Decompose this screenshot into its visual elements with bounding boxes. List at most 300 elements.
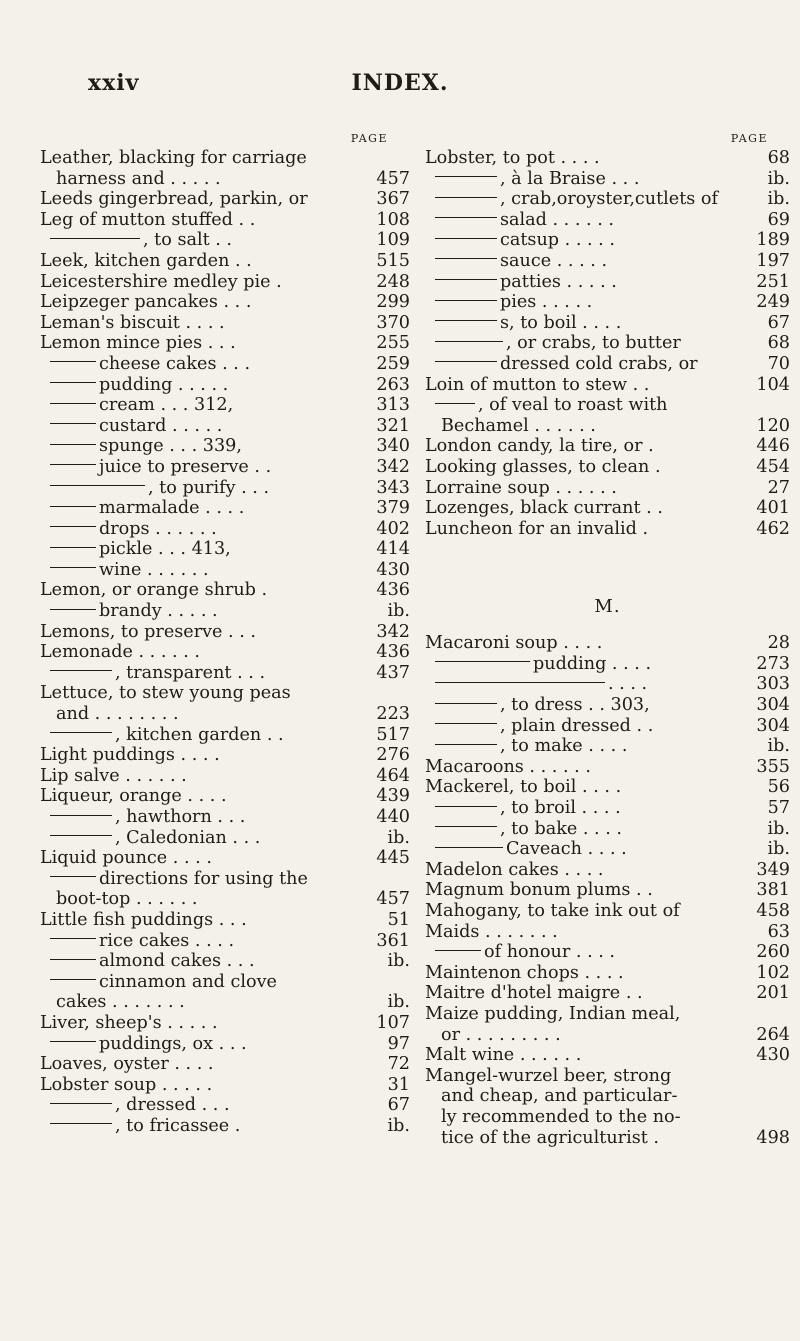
entry-text: [425, 1045, 756, 1066]
entry-label: Leeds gingerbread, parkin, or: [40, 189, 308, 210]
entry-page: 515: [376, 250, 410, 271]
entry-label: and . . . . . . . .: [56, 704, 179, 725]
index-entry: [40, 580, 410, 601]
entry-page: 260: [756, 942, 790, 963]
entry-label: Loin of mutton to stew . .: [425, 374, 650, 395]
entry-label: custard . . . . .: [99, 415, 223, 436]
ditto-rule: [435, 744, 497, 745]
index-entry: [40, 169, 410, 190]
entry-label: harness and . . . . .: [56, 168, 221, 189]
index-entry: [40, 601, 410, 622]
index-entry: [425, 1025, 790, 1046]
entry-text: [425, 860, 756, 881]
ditto-rule: [435, 320, 497, 321]
left-entry-list: [40, 148, 410, 1137]
entry-label: , kitchen garden . .: [115, 724, 284, 745]
entry-text: [40, 148, 410, 169]
ditto-rule: [435, 403, 475, 404]
entry-page: 259: [376, 353, 410, 374]
ditto-rule: [50, 1123, 112, 1124]
entry-text: [40, 972, 410, 993]
ditto-rule: [50, 403, 96, 404]
entry-text: [40, 1095, 388, 1116]
entry-label: brandy . . . . .: [99, 601, 218, 622]
entry-label: London candy, la tire, or .: [425, 436, 654, 457]
entry-text: [425, 901, 756, 922]
index-entry: [425, 272, 790, 293]
entry-label: Maintenon chops . . . .: [425, 962, 624, 983]
ditto-rule: [50, 444, 96, 445]
entry-page: 102: [756, 962, 790, 983]
entry-text: [40, 1054, 388, 1075]
page-column-label: PAGE: [350, 132, 388, 145]
index-entry: [40, 1013, 410, 1034]
entry-page: 342: [376, 621, 410, 642]
entry-text: [425, 880, 756, 901]
entry-text: [40, 931, 376, 952]
section-heading-m: M.: [594, 596, 621, 618]
index-entry: [40, 848, 410, 869]
entry-text: [40, 1034, 388, 1055]
ditto-rule: [435, 826, 497, 827]
entry-label: wine . . . . . .: [99, 559, 209, 580]
entry-page: ib.: [387, 1115, 410, 1136]
index-entry: [40, 622, 410, 643]
entry-text: [425, 478, 768, 499]
entry-text: [425, 272, 756, 293]
entry-page: 248: [376, 271, 410, 292]
entry-text: [425, 819, 768, 840]
page-column-label: PAGE: [730, 132, 768, 145]
entry-text: [425, 777, 768, 798]
index-entry: [425, 354, 790, 375]
entry-label: Lobster soup . . . . .: [40, 1074, 213, 1095]
entry-page: ib.: [767, 189, 790, 210]
index-entry: [425, 333, 790, 354]
entry-label: Little fish puddings . . .: [40, 909, 247, 930]
index-entry: [40, 436, 410, 457]
entry-label: dressed cold crabs, or: [500, 353, 698, 374]
entry-page: 68: [767, 148, 790, 168]
entry-page: ib.: [767, 736, 790, 757]
entry-label: Malt wine . . . . . .: [425, 1045, 582, 1066]
entry-label: , plain dressed . .: [500, 715, 654, 736]
entry-page: 313: [376, 395, 410, 416]
entry-label: Leipzeger pancakes . . .: [40, 292, 252, 313]
entry-label: almond cakes . . .: [99, 951, 255, 972]
entry-page: 414: [376, 539, 410, 560]
entry-page: 57: [767, 798, 790, 819]
index-entry: [40, 333, 410, 354]
index-entry: [425, 839, 790, 860]
entry-text: [40, 313, 376, 334]
entry-label: catsup . . . . .: [500, 230, 615, 251]
index-entry: [40, 498, 410, 519]
entry-page: 340: [376, 436, 410, 457]
entry-page: 321: [376, 415, 410, 436]
index-entry: [40, 395, 410, 416]
index-entry: [40, 457, 410, 478]
entry-text: [425, 292, 756, 313]
entry-text: [425, 189, 768, 210]
index-entry: [40, 910, 410, 931]
index-entry: [425, 210, 790, 231]
entry-text: [40, 375, 376, 396]
entry-text: [40, 642, 376, 663]
entry-page: 27: [767, 477, 790, 498]
entry-text: [425, 333, 768, 354]
entry-label: rice cakes . . . .: [99, 930, 235, 951]
ditto-rule: [50, 567, 96, 568]
entry-page: 31: [387, 1074, 410, 1095]
entry-page: 255: [376, 333, 410, 354]
entry-page: 67: [767, 312, 790, 333]
entry-text: [40, 539, 376, 560]
entry-page: 349: [756, 859, 790, 880]
entry-label: Lemonade . . . . . .: [40, 642, 200, 663]
index-entry: [425, 695, 790, 716]
entry-label: ly recommended to the no-: [441, 1106, 681, 1127]
index-entry: [40, 889, 410, 910]
entry-text: [425, 230, 756, 251]
entry-text: [425, 1107, 790, 1128]
entry-text: [40, 416, 376, 437]
entry-label: Leg of mutton stuffed . .: [40, 209, 256, 230]
entry-text: [40, 354, 376, 375]
entry-text: [425, 633, 768, 654]
entry-text: [425, 519, 756, 540]
entry-label: Macaroni soup . . . .: [425, 633, 603, 654]
entry-page: 69: [767, 209, 790, 230]
index-entry: [40, 1034, 410, 1055]
entry-page: 439: [376, 786, 410, 807]
ditto-rule: [50, 423, 96, 424]
entry-page: 304: [756, 695, 790, 716]
entry-page: 401: [756, 498, 790, 519]
entry-label: Lobster, to pot . . . .: [425, 148, 600, 168]
entry-text: [40, 848, 376, 869]
entry-page: 458: [756, 901, 790, 921]
entry-text: [40, 622, 376, 643]
ditto-rule: [435, 176, 497, 177]
entry-label: directions for using the: [99, 868, 308, 889]
entry-page: 63: [767, 921, 790, 942]
entry-label: , to broil . . . .: [500, 798, 621, 819]
entry-text: [425, 983, 756, 1004]
index-entry: [40, 478, 410, 499]
entry-label: Lozenges, black currant . .: [425, 498, 663, 519]
entry-text: [40, 436, 376, 457]
entry-label: pudding . . . . .: [99, 374, 229, 395]
entry-label: Mangel-wurzel beer, strong: [425, 1065, 672, 1086]
entry-label: s, to boil . . . .: [500, 312, 622, 333]
entry-page: 51: [387, 909, 410, 930]
entry-page: 104: [756, 374, 790, 395]
entry-text: [40, 333, 376, 354]
entry-page: 367: [376, 189, 410, 210]
entry-label: pickle . . . 413,: [99, 539, 231, 560]
index-entry: [40, 560, 410, 581]
entry-page: 68: [767, 333, 790, 354]
index-entry: [40, 230, 410, 251]
entry-page: ib.: [767, 168, 790, 189]
entry-label: marmalade . . . .: [99, 498, 245, 519]
entry-label: drops . . . . . .: [99, 518, 217, 539]
entry-text: [425, 457, 756, 478]
entry-page: ib.: [767, 839, 790, 860]
entry-page: 402: [376, 518, 410, 539]
ditto-rule: [50, 464, 96, 465]
entry-label: Luncheon for an invalid .: [425, 518, 649, 539]
entry-page: 276: [376, 745, 410, 766]
entry-label: , à la Braise . . .: [500, 168, 640, 189]
entry-text: [40, 169, 376, 190]
entry-text: [40, 663, 376, 684]
ditto-rule: [435, 682, 605, 683]
index-entry: [40, 1054, 410, 1075]
entry-label: Lemon, or orange shrub .: [40, 580, 268, 601]
page-title: INDEX.: [351, 70, 449, 96]
ditto-rule: [50, 938, 96, 939]
entry-label: , to salt . .: [143, 230, 233, 251]
index-entry: [425, 963, 790, 984]
page-number: xxiv: [88, 70, 140, 96]
index-entry: [425, 757, 790, 778]
index-entry: [40, 251, 410, 272]
entry-text: [425, 963, 756, 984]
entry-page: 454: [756, 456, 790, 477]
ditto-rule: [50, 526, 96, 527]
entry-text: [425, 674, 756, 695]
entry-label: , to bake . . . .: [500, 818, 623, 839]
entry-text: [40, 457, 376, 478]
index-entry: [425, 313, 790, 334]
entry-text: [425, 716, 756, 737]
entry-label: patties . . . . .: [500, 271, 617, 292]
entry-text: [425, 839, 768, 860]
index-entry: [40, 642, 410, 663]
entry-text: [40, 189, 376, 210]
entry-page: 343: [376, 477, 410, 498]
index-entry: [425, 478, 790, 499]
index-entry: [425, 880, 790, 901]
index-entry: [40, 148, 410, 169]
entry-page: 430: [756, 1045, 790, 1066]
index-entry: [425, 901, 790, 922]
index-entry: [425, 395, 790, 416]
index-entry: [40, 663, 410, 684]
ditto-rule: [435, 723, 497, 724]
entry-text: [425, 416, 756, 437]
entry-label: cream . . . 312,: [99, 395, 234, 416]
ditto-rule: [50, 1103, 112, 1104]
entry-label: cheese cakes . . .: [99, 353, 251, 374]
index-entry: [425, 1128, 790, 1149]
index-entry: [40, 992, 410, 1013]
entry-page: 342: [376, 456, 410, 477]
entry-page: ib.: [387, 951, 410, 972]
entry-text: [425, 251, 756, 272]
entry-page: 107: [376, 1012, 410, 1033]
entry-page: 445: [376, 848, 410, 869]
entry-label: Leman's biscuit . . . .: [40, 312, 225, 333]
ditto-rule: [50, 732, 112, 733]
entry-page: ib.: [387, 827, 410, 848]
entry-text: [425, 395, 790, 416]
ditto-rule: [50, 670, 112, 671]
index-entry: [425, 922, 790, 943]
index-entry: [40, 313, 410, 334]
index-entry: [40, 210, 410, 231]
entry-label: , to make . . . .: [500, 736, 628, 757]
entry-label: , hawthorn . . .: [115, 807, 246, 827]
entry-page: 304: [756, 715, 790, 736]
entry-label: juice to preserve . .: [99, 456, 272, 477]
entry-page: 109: [376, 230, 410, 251]
index-entry: [425, 1004, 790, 1025]
ditto-rule: [435, 703, 497, 704]
entry-page: 251: [756, 271, 790, 292]
ditto-rule: [50, 835, 112, 836]
entry-text: [425, 436, 756, 457]
index-entry: [425, 1045, 790, 1066]
index-entry: [40, 1095, 410, 1116]
entry-page: 197: [756, 250, 790, 271]
entry-label: Madelon cakes . . . .: [425, 859, 604, 880]
ditto-rule: [435, 341, 503, 342]
entry-label: , transparent . . .: [115, 662, 266, 683]
entry-text: [40, 910, 388, 931]
entry-label: Mahogany, to take ink out of: [425, 901, 680, 921]
index-entry: [425, 983, 790, 1004]
index-entry: [425, 169, 790, 190]
index-entry: [40, 189, 410, 210]
index-entry: [40, 828, 410, 849]
ditto-rule: [435, 950, 481, 951]
entry-page: 462: [756, 518, 790, 539]
entry-page: 108: [376, 209, 410, 230]
entry-label: Mackerel, to boil . . . .: [425, 777, 622, 798]
entry-label: Liqueur, orange . . . .: [40, 786, 227, 807]
ditto-rule: [50, 815, 112, 816]
index-column-left: [40, 132, 410, 1137]
entry-text: [40, 272, 376, 293]
ditto-rule: [435, 258, 497, 259]
entry-text: [40, 1116, 388, 1137]
entry-label: , to fricassee .: [115, 1115, 241, 1136]
entry-page: 379: [376, 498, 410, 519]
ditto-rule: [50, 609, 96, 610]
index-entry: [425, 716, 790, 737]
entry-text: [425, 1086, 790, 1107]
entry-page: 223: [376, 704, 410, 725]
entry-text: [425, 922, 768, 943]
entry-text: [425, 1025, 756, 1046]
index-entry: [40, 745, 410, 766]
index-entry: [40, 539, 410, 560]
entry-page: 299: [376, 292, 410, 313]
index-entry: [40, 972, 410, 993]
right-entry-list-m: [425, 633, 790, 1148]
index-entry: [425, 674, 790, 695]
index-entry: [425, 1107, 790, 1128]
index-entry: [425, 230, 790, 251]
entry-text: [425, 695, 756, 716]
index-entry: [425, 654, 790, 675]
entry-text: [40, 580, 376, 601]
entry-text: [40, 992, 388, 1013]
entry-page: 436: [376, 642, 410, 663]
index-entry: [40, 725, 410, 746]
index-entry: [425, 1086, 790, 1107]
index-entry: [40, 416, 410, 437]
entry-page: 189: [756, 230, 790, 251]
entry-text: [40, 478, 376, 499]
entry-text: [40, 498, 376, 519]
entry-text: [40, 725, 376, 746]
ditto-rule: [435, 361, 497, 362]
entry-label: Magnum bonum plums . .: [425, 880, 653, 901]
entry-page: 72: [387, 1054, 410, 1075]
entry-label: , to dress . . 303,: [500, 695, 650, 716]
ditto-rule: [50, 876, 96, 877]
index-entry: [425, 798, 790, 819]
entry-label: Caveach . . . .: [506, 839, 627, 860]
entry-label: Liquid pounce . . . .: [40, 848, 212, 869]
entry-text: [40, 766, 376, 787]
entry-page: 498: [756, 1127, 790, 1148]
entry-text: [40, 251, 376, 272]
index-entry: [425, 436, 790, 457]
entry-page: ib.: [387, 992, 410, 1013]
entry-label: Leek, kitchen garden . .: [40, 250, 252, 271]
entry-page: 264: [756, 1024, 790, 1045]
entry-page: 97: [387, 1033, 410, 1054]
index-entry: [40, 951, 410, 972]
entry-label: sauce . . . . .: [500, 250, 608, 271]
entry-label: , crab,oroyster,cutlets of: [500, 189, 718, 210]
ditto-rule: [435, 806, 497, 807]
index-entry: [425, 251, 790, 272]
entry-label: Bechamel . . . . . .: [441, 415, 596, 436]
entry-text: [40, 704, 376, 725]
entry-page: 273: [756, 653, 790, 674]
index-entry: [425, 457, 790, 478]
index-entry: [40, 1116, 410, 1137]
entry-label: Lip salve . . . . . .: [40, 765, 187, 786]
entry-page: 120: [756, 415, 790, 436]
entry-text: [425, 654, 756, 675]
ditto-rule: [435, 197, 497, 198]
entry-label: Lorraine soup . . . . . .: [425, 477, 617, 498]
entry-text: [425, 169, 768, 190]
ditto-rule: [435, 300, 497, 301]
entry-text: [40, 828, 388, 849]
entry-label: of honour . . . .: [484, 942, 616, 963]
entry-page: 70: [767, 353, 790, 374]
entry-page: 436: [376, 580, 410, 601]
index-entry: [40, 931, 410, 952]
ditto-rule: [435, 279, 497, 280]
entry-text: [425, 798, 768, 819]
entry-label: Leicestershire medley pie .: [40, 271, 282, 292]
page-header: [0, 70, 800, 100]
index-entry: [425, 292, 790, 313]
entry-label: pudding . . . .: [533, 653, 652, 674]
entry-label: pies . . . . .: [500, 292, 593, 313]
entry-page: 517: [376, 724, 410, 745]
ditto-rule: [435, 238, 497, 239]
